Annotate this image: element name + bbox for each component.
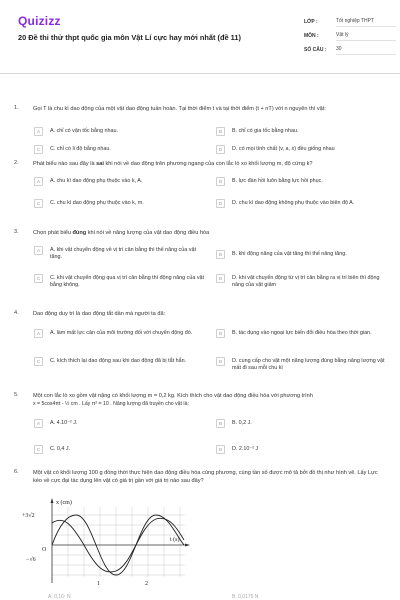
- option-letter: A: [34, 246, 43, 255]
- y-axis-arrow: [51, 498, 54, 503]
- option-letter: B: [216, 250, 225, 259]
- cutoff-option-a: A. 0,16⁷ N: [48, 594, 71, 600]
- question-keyword: sai: [96, 161, 104, 167]
- option-d[interactable]: [216, 145, 390, 154]
- question-number: 6.: [14, 469, 19, 475]
- document-header: [0, 0, 400, 74]
- x-axis-label: t (s): [170, 537, 180, 543]
- question-text-part: khi nói về năng lượng của vật dao động điều hòa: [86, 230, 210, 236]
- y-axis-label: x (cm): [56, 500, 72, 506]
- question-keyword: đúng: [72, 230, 87, 236]
- meta-key: MÔN :: [304, 33, 319, 39]
- option-letter: C: [34, 357, 43, 366]
- document-meta: [304, 15, 396, 57]
- option-text: D. cung cấp cho vật một năng lượng đúng bằng năng lượng vật mất đi sau mỗi chu kì: [232, 358, 385, 372]
- option-text: A. làm mất lực cản của môi trường đối với chuyển động đó.: [50, 330, 193, 336]
- option-c[interactable]: [34, 274, 208, 290]
- question-text: Gọi T là chu kì dao động của một vật dao động tuần hoàn. Tại thời điểm t và tại thời điểm (t + nT) với n nguyên thì vật:: [33, 106, 326, 112]
- option-d[interactable]: [216, 357, 390, 373]
- document-title: 20 Đề thi thử thpt quốc gia môn Vật Lí cực hay mới nhất (đề 11): [18, 33, 241, 42]
- meta-question-count: [304, 43, 396, 57]
- oscillation-graph: [20, 495, 190, 590]
- option-text: C. khi vật chuyển động qua vị trí cân bằng thì động năng của vật bằng không.: [50, 275, 205, 289]
- option-text: A. chỉ có vận tốc bằng nhau.: [50, 128, 119, 134]
- question-number: 4.: [14, 310, 19, 316]
- question-number: 1.: [14, 105, 19, 111]
- question-text-line: Một con lắc lò xo gồm vật nặng có khối lượng m = 0,2 kg. Kích thích cho vật dao động điều hòa với phương trình: [33, 393, 313, 399]
- option-a[interactable]: [34, 177, 208, 186]
- option-d[interactable]: [216, 274, 390, 290]
- option-letter: A: [34, 127, 43, 136]
- question-text-part: khi nói về dao động trên phương ngang của con lắc lò xo khối lượng m, độ cứng k?: [103, 161, 313, 167]
- option-d[interactable]: [216, 445, 390, 454]
- meta-value: Tốt nghiệp THPT: [336, 18, 396, 27]
- option-b[interactable]: [216, 127, 390, 136]
- question-number: 5.: [14, 392, 19, 398]
- option-text: D. khi vật chuyển động từ vị trí cân bằng ra vị trí biên thì động năng của vật giảm: [232, 275, 380, 289]
- option-text: A. chu kì dao động phụ thuộc vào k, A.: [50, 178, 143, 184]
- option-text: B. tác dụng vào ngoại lực biến đổi điều hòa theo thời gian.: [232, 330, 372, 336]
- option-letter: C: [34, 445, 43, 454]
- option-letter: D: [216, 274, 225, 283]
- question-text-part: Chọn phát biểu: [33, 230, 73, 236]
- option-letter: D: [216, 145, 225, 154]
- option-text: D. 2.10⁻² J: [232, 446, 259, 452]
- option-text: C. kích thích lại dao động sau khi dao động đã bị tắt hẳn.: [50, 358, 187, 364]
- option-a[interactable]: [34, 419, 208, 428]
- option-text: A. 4.10⁻² J.: [50, 420, 78, 426]
- option-text: C. chu kì dao động phụ thuộc vào k, m.: [50, 200, 144, 206]
- option-text: B. lực đàn hồi luôn bằng lực hồi phục.: [232, 178, 323, 184]
- option-letter: B: [216, 329, 225, 338]
- question-text: [33, 392, 385, 408]
- meta-key: SỐ CÂU :: [304, 47, 327, 53]
- option-d[interactable]: [216, 199, 390, 208]
- question-text: [33, 160, 385, 168]
- y-tick-bottom: −√6: [26, 557, 36, 563]
- x-axis-arrow: [185, 544, 190, 547]
- meta-key: LỚP :: [304, 19, 318, 25]
- question-text-part: Phát biểu nào sau đây là: [33, 161, 97, 167]
- option-text: C. 0,4 J.: [50, 446, 71, 452]
- question-number: 3.: [14, 229, 19, 235]
- option-letter: A: [34, 419, 43, 428]
- option-letter: D: [216, 357, 225, 366]
- question-number: 2.: [14, 160, 19, 166]
- origin-label: O: [42, 547, 47, 553]
- option-letter: D: [216, 199, 225, 208]
- option-text: B. 0,2 J.: [232, 420, 252, 426]
- meta-value: 30: [336, 46, 396, 55]
- graph-svg: [20, 495, 190, 590]
- option-b[interactable]: [216, 177, 390, 186]
- question-text: [33, 229, 385, 237]
- quizizz-logo: Quizizz: [18, 14, 61, 28]
- meta-class: [304, 15, 396, 29]
- cutoff-option-b: B. 0,0175 N: [232, 594, 259, 600]
- meta-value: Vật lý: [336, 32, 396, 41]
- question-text: Một vật có khối lượng 100 g đồng thời thực hiện dao động điều hòa cùng phương, cùng tần số được mô tả bởi đồ thị như hình vẽ. Lấy Lực kéo về cực đại tác dụng lên vật có giá trị gần với giá trị nào sau đây?: [33, 470, 378, 484]
- option-letter: A: [34, 329, 43, 338]
- question-text: Dao động duy trì là dao động tắt dần mà người ta đã:: [33, 311, 166, 317]
- option-b[interactable]: [216, 250, 390, 259]
- option-text: B. chỉ có gia tốc bằng nhau.: [232, 128, 299, 134]
- option-c[interactable]: [34, 445, 208, 454]
- option-text: B. khi động năng của vật tăng thì thế năng tăng.: [232, 251, 347, 257]
- option-text: D. chu kì dao động không phụ thuộc vào biên độ A.: [232, 200, 355, 206]
- option-letter: B: [216, 177, 225, 186]
- option-b[interactable]: [216, 419, 390, 428]
- x-tick-2: 2: [145, 581, 148, 587]
- option-text: D. có mọi tính chất (v, a, x) đều giống nhau: [232, 146, 335, 152]
- option-c[interactable]: [34, 357, 208, 366]
- option-letter: D: [216, 445, 225, 454]
- y-tick-top: +3√2: [22, 513, 35, 519]
- option-letter: C: [34, 274, 43, 283]
- option-letter: B: [216, 419, 225, 428]
- option-letter: C: [34, 145, 43, 154]
- option-a[interactable]: [34, 329, 208, 338]
- graph-grid: [52, 507, 185, 577]
- option-letter: B: [216, 127, 225, 136]
- option-text: A. khi vật chuyển động về vị trí cân bằng thì thế năng của vật tăng.: [50, 247, 196, 261]
- option-b[interactable]: [216, 329, 390, 338]
- option-a[interactable]: [34, 127, 208, 136]
- option-c[interactable]: [34, 145, 208, 154]
- option-letter: A: [34, 177, 43, 186]
- x-tick-1: 1: [97, 581, 100, 587]
- option-letter: C: [34, 199, 43, 208]
- meta-subject: [304, 29, 396, 43]
- option-text: C. chỉ có li độ bằng nhau.: [50, 146, 111, 152]
- option-a[interactable]: [34, 246, 208, 262]
- question-text-line: x = 5cos4πt - ½ cm . Lấy π² = 10 . Năng lượng đã truyền cho vật là:: [33, 401, 189, 407]
- option-c[interactable]: [34, 199, 208, 208]
